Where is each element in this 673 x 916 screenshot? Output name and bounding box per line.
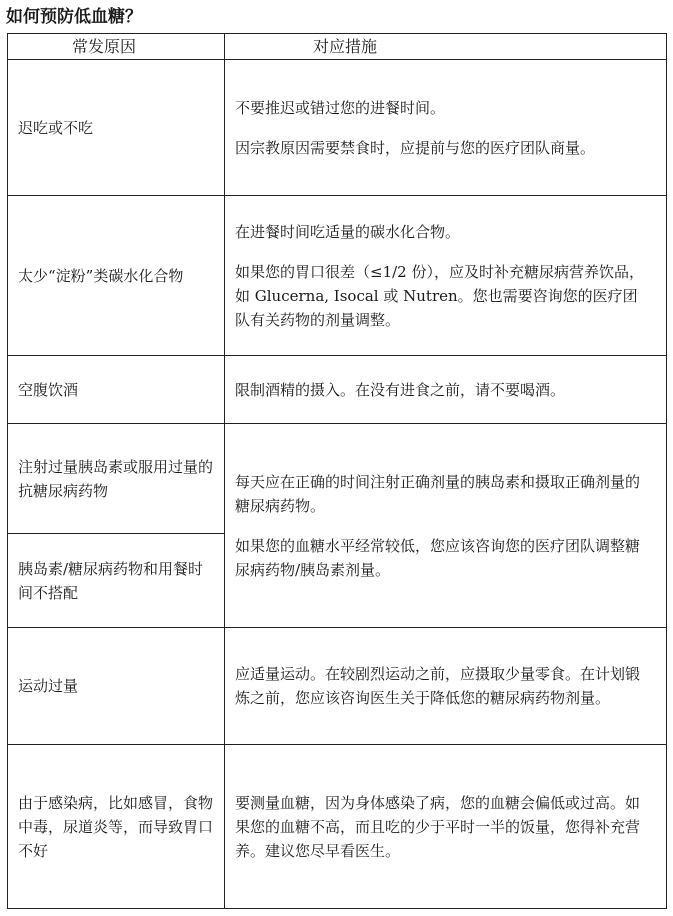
measure-text: 限制酒精的摄入。在没有进食之前，请不要喝酒。 [235,380,566,399]
cause-cell: 太少“淀粉”类碳水化合物 [8,196,225,356]
measure-cell [225,60,667,196]
cause-cell: 迟吃或不吃 [8,60,225,196]
table-row [8,60,667,196]
cause-cell: 注射过量胰岛素或服用过量的抗糖尿病药物 [8,424,225,534]
prevention-table [7,33,667,909]
measure-text: 因宗教原因需要禁食时，应提前与您的医疗团队商量。 [235,138,596,157]
measure-cell [225,628,667,745]
measure-text: 如果您的胃口很差（≤1/2 份），应及时补充糖尿病营养饮品，如 Glucerna, Isocal 或 Nutren。您也需要咨询您的医疗团队有关药物的剂量调整。 [235,262,644,329]
measure-text: 每天应在正确的时间注射正确剂量的胰岛素和摄取正确剂量的糖尿病药物。 [235,472,641,515]
cause-cell: 由于感染病，比如感冒，食物中毒，尿道炎等，而导致胃口不好 [8,745,225,909]
measure-text: 如果您的血糖水平经常较低，您应该咨询您的医疗团队调整糖尿病药物/胰岛素剂量。 [235,536,641,579]
table-row [8,628,667,745]
cause-cell: 空腹饮酒 [8,356,225,424]
table-row [8,745,667,909]
measure-cell [225,196,667,356]
cause-cell: 运动过量 [8,628,225,745]
measure-cell [225,424,667,628]
table-row [8,356,667,424]
measure-text: 在进餐时间吃适量的碳水化合物。 [235,222,461,241]
measure-text: 应适量运动。在较剧烈运动之前，应摄取少量零食。在计划锻炼之前，您应该咨询医生关于降低您的糖尿病药物剂量。 [235,665,641,707]
table-row [8,424,667,534]
table-row [8,196,667,356]
header-cause: 常发原因 [8,34,225,60]
measure-cell [225,745,667,909]
table-header-row [8,34,667,60]
cause-cell: 胰岛素/糖尿病药物和用餐时间不搭配 [8,534,225,628]
header-measure: 对应措施 [225,34,667,60]
measure-text: 不要推迟或错过您的进餐时间。 [235,98,446,117]
page-title: 如何预防低血糖？ [6,7,142,27]
measure-text: 要测量血糖，因为身体感染了病，您的血糖会偏低或过高。如果您的血糖不高，而且吃的少于平时一半的饭量，您得补充营养。建议您尽早看医生。 [235,793,641,860]
measure-cell [225,356,667,424]
